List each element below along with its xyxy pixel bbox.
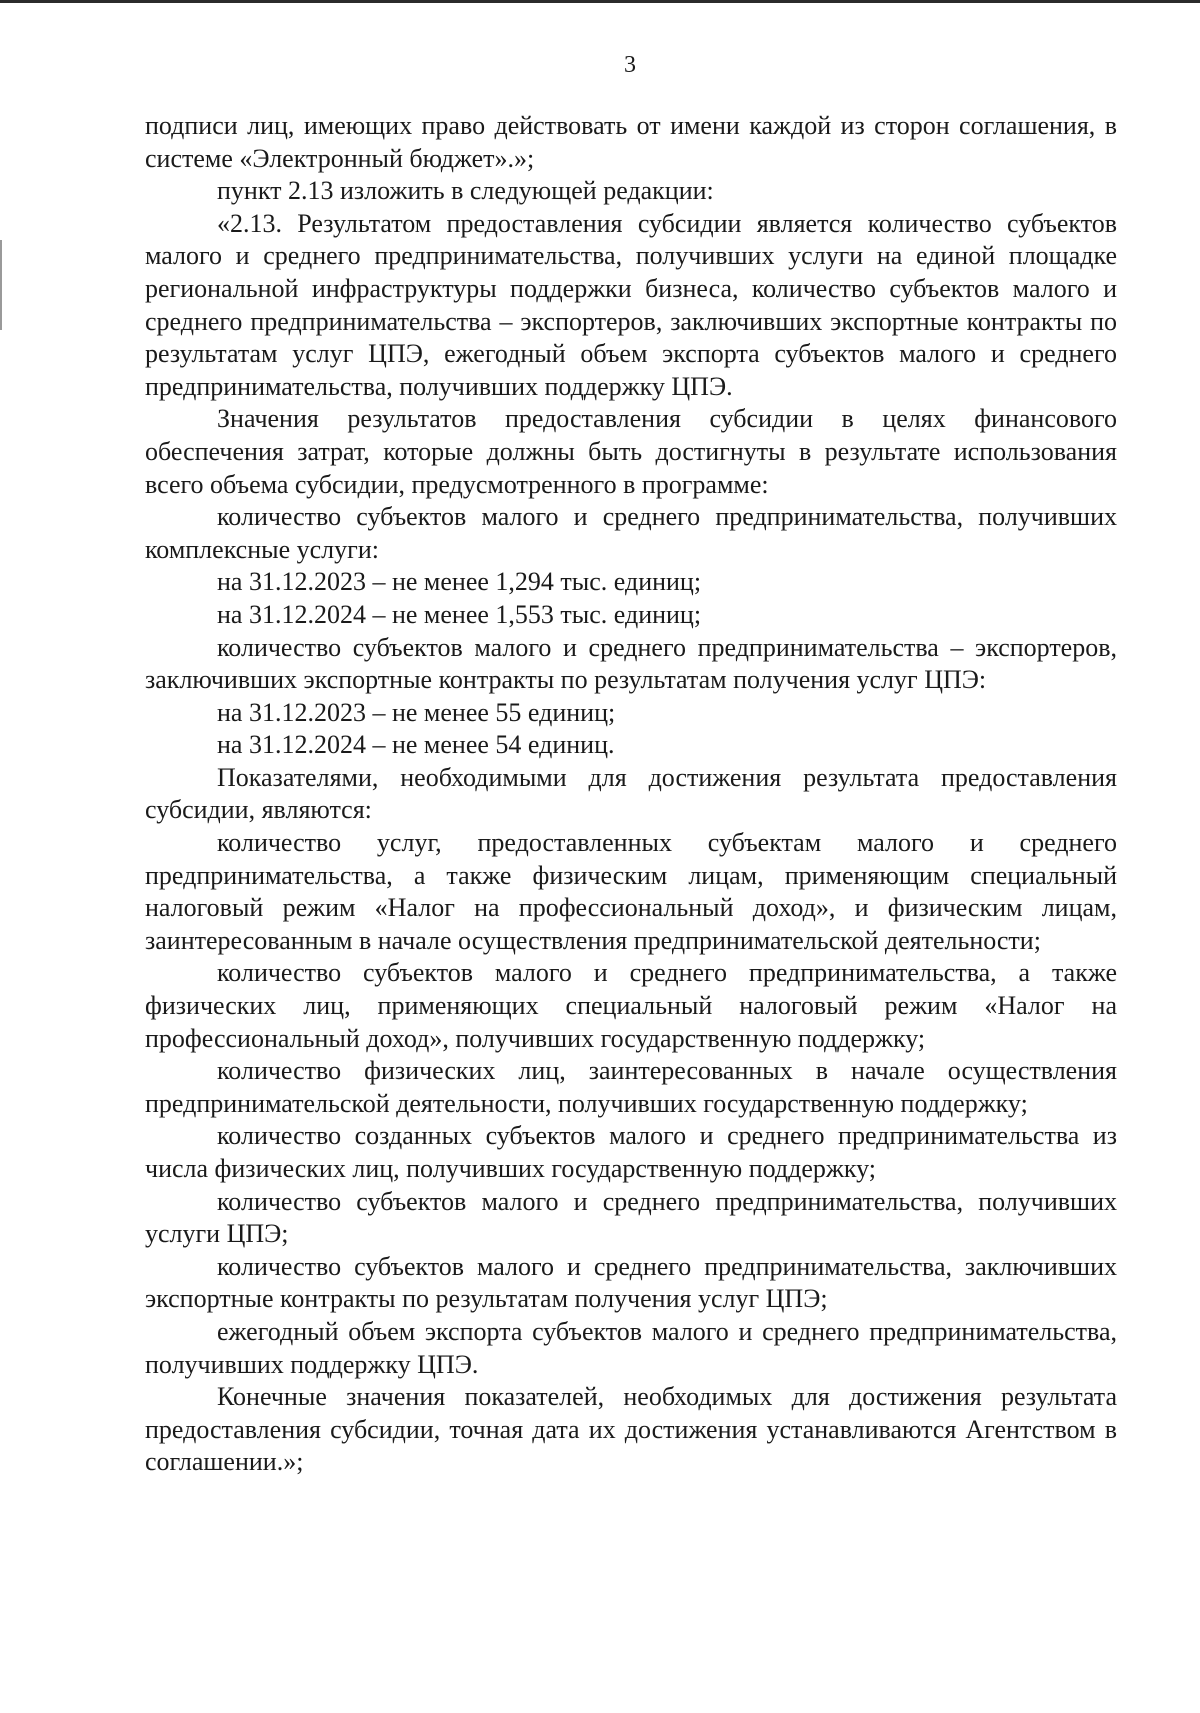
paragraph: подписи лиц, имеющих право действовать от имени каждой из сторон соглашения, в системе «Электронный бюджет».»; (145, 111, 1117, 173)
paragraph: на 31.12.2023 – не менее 55 единиц; (217, 697, 616, 727)
paragraph: количество субъектов малого и среднего предпринимательства, получивших услуги ЦПЭ; (145, 1186, 1117, 1249)
page-number: 3 (624, 52, 636, 78)
scan-border-left (0, 240, 2, 330)
paragraph: «2.13. Результатом предоставления субсидии является количество субъектов малого и среднего предпринимательства, получивших услуги на единой площадке региональной инфраструктуры поддержки бизнеса, количество субъектов малого и среднего предпринимательства – экспортеров, заключивших экспортные контракты по результатам услуг ЦПЭ, ежегодный объем экспорта субъектов малого и среднего предпринимательства, получивших поддержку ЦПЭ. (145, 208, 1117, 401)
paragraph: количество субъектов малого и среднего предпринимательства, получивших комплексные услуги: (145, 502, 1117, 564)
paragraph: количество субъектов малого и среднего предпринимательства – экспортеров, заключивших экспортные контракты по результатам получения услуг ЦПЭ: (145, 632, 1117, 695)
paragraph: пункт 2.13 изложить в следующей редакции: (217, 176, 714, 206)
paragraph: на 31.12.2023 – не менее 1,294 тыс. единиц; (217, 567, 702, 597)
document-body (145, 110, 1117, 1479)
scan-border-top (0, 0, 1200, 3)
paragraph: количество физических лиц, заинтересованных в начале осуществления предпринимательской деятельности, получивших государственную поддержку; (145, 1056, 1117, 1118)
paragraph: Значения результатов предоставления субсидии в целях финансового обеспечения затрат, которые должны быть достигнуты в результате использования всего объема субсидии, предусмотренного в программе: (145, 404, 1117, 499)
paragraph: количество созданных субъектов малого и среднего предпринимательства из числа физических лиц, получивших государственную поддержку; (145, 1121, 1117, 1183)
paragraph: на 31.12.2024 – не менее 54 единиц. (217, 730, 615, 760)
paragraph: Конечные значения показателей, необходимых для достижения результата предоставления субсидии, точная дата их достижения устанавливаются Агентством в соглашении.»; (145, 1382, 1117, 1477)
paragraph: количество субъектов малого и среднего предпринимательства, а также физических лиц, применяющих специальный налоговый режим «Налог на профессиональный доход», получивших государственную поддержку; (145, 958, 1117, 1053)
paragraph: количество услуг, предоставленных субъектам малого и среднего предпринимательства, а также физическим лицам, применяющим специальный налоговый режим «Налог на профессиональный доход», и физическим лицам, заинтересованным в начале осуществления предпринимательской деятельности; (145, 828, 1117, 955)
paragraph: количество субъектов малого и среднего предпринимательства, заключивших экспортные контракты по результатам получения услуг ЦПЭ; (145, 1251, 1117, 1314)
paragraph: Показателями, необходимыми для достижения результата предоставления субсидии, являются: (145, 762, 1117, 825)
paragraph: на 31.12.2024 – не менее 1,553 тыс. единиц; (217, 599, 702, 629)
paragraph: ежегодный объем экспорта субъектов малого и среднего предпринимательства, получивших поддержку ЦПЭ. (145, 1316, 1117, 1379)
